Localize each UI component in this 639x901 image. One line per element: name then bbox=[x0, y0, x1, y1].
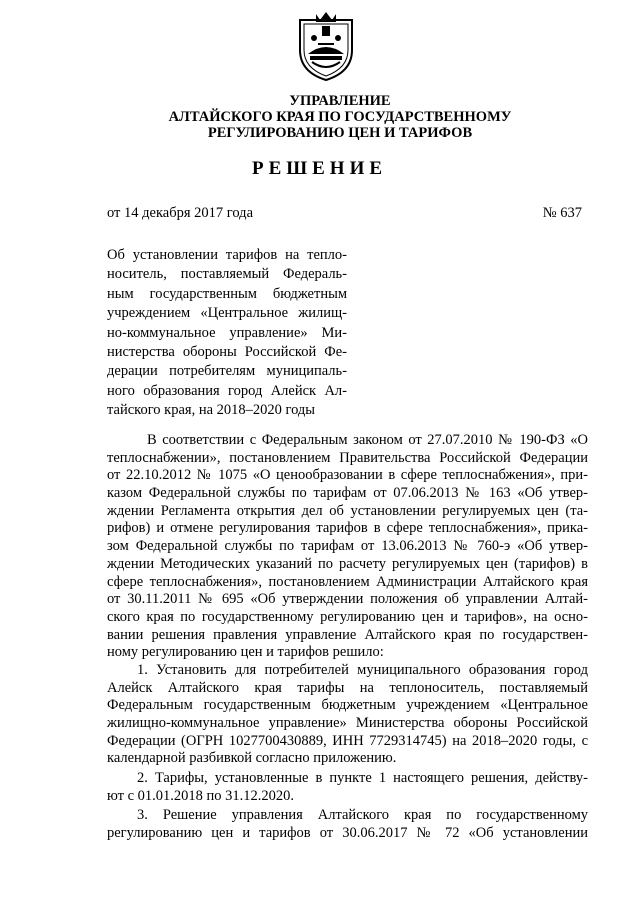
subject-line: ным государственным бюджетным bbox=[107, 285, 347, 302]
body-line: 3. Решение управления Алтайского края по государственному bbox=[137, 807, 588, 824]
body-line: сфере теплоснабжения», постановлением Администрации Алтайского края bbox=[107, 573, 588, 590]
subject-line: носитель, поставляемый Федераль- bbox=[107, 266, 347, 283]
subject-line: нистерства обороны Российской Фе- bbox=[107, 343, 347, 360]
decision-subject bbox=[107, 246, 347, 421]
subject-line: но-коммунальное управление» Ми- bbox=[107, 324, 347, 341]
subject-line: тайского края, на 2018–2020 годы bbox=[107, 402, 316, 419]
body-line: от 22.10.2012 № 1075 «О ценообразовании в сфере теплоснабжения», при- bbox=[107, 467, 588, 484]
body-line: жилищно-коммунальное управление» Министерства обороны Российской bbox=[107, 715, 588, 731]
body-line: календарной разбивкой согласно приложению. bbox=[107, 750, 397, 767]
authority-line-2: АЛТАЙСКОГО КРАЯ ПО ГОСУДАРСТВЕННОМУ bbox=[168, 109, 512, 125]
body-line: Федеральным государственным бюджетным учреждением «Центральное bbox=[107, 697, 588, 714]
body-line: ному регулированию цен и тарифов решило: bbox=[107, 644, 384, 661]
body-line: ют с 01.01.2018 по 31.12.2020. bbox=[107, 787, 295, 804]
decision-number: № 637 bbox=[542, 205, 582, 221]
decision-date: от 14 декабря 2017 года bbox=[107, 205, 253, 221]
body-line: казом Федеральной службы по тарифам от 07.06.2013 № 163 «Об утвер- bbox=[107, 485, 588, 502]
body-line: Федерации (ОГРН 1027700430889, ИНН 7729314745) на 2018–2020 годы, с bbox=[107, 732, 588, 749]
subject-line: учреждением «Центральное жилищ- bbox=[107, 305, 347, 322]
body-line: зом Федеральной службы по тарифам от 13.06.2013 № 760-э «Об утвер- bbox=[107, 538, 588, 555]
body-line: ского края по государственному регулированию цен и тарифов», на осно- bbox=[107, 608, 588, 625]
body-line: рифов) и отмене регулирования тарифов в сфере теплоснабжения», прика- bbox=[107, 520, 588, 537]
body-line: от 30.11.2011 № 695 «Об утверждении положения об управлении Алтай- bbox=[107, 591, 588, 608]
body-line: теплоснабжении», постановлением Правительства Российской Федерации bbox=[107, 449, 588, 466]
document-type-title: РЕШЕНИЕ bbox=[251, 158, 388, 179]
subject-line: дерации потребителям муниципаль- bbox=[107, 363, 347, 380]
body-line: регулированию цен и тарифов от 30.06.2017 № 72 «Об установлении bbox=[107, 825, 588, 842]
authority-line-1: УПРАВЛЕНИЕ bbox=[289, 93, 391, 109]
issuing-authority bbox=[100, 93, 580, 141]
subject-line: Об установлении тарифов на тепло- bbox=[107, 247, 347, 263]
subject-line: ного образования город Алейск Ал- bbox=[107, 382, 347, 399]
authority-line-3: РЕГУЛИРОВАНИЮ ЦЕН И ТАРИФОВ bbox=[207, 125, 473, 141]
body-line: ждении Регламента открытия дел об установлении регулируемых цен (та- bbox=[107, 502, 588, 519]
body-line: 2. Тарифы, установленные в пункте 1 настоящего решения, действу- bbox=[137, 770, 588, 787]
body-line: В соответствии с Федеральным законом от 27.07.2010 № 190-ФЗ «О bbox=[147, 432, 588, 448]
body-line: 1. Установить для потребителей муниципального образования город bbox=[137, 661, 588, 678]
body-line: Алейск Алтайского края тарифы на теплоноситель, поставляемый bbox=[107, 679, 588, 696]
coat-of-arms-emblem bbox=[294, 10, 358, 82]
body-line: ждении Методических указаний по расчету регулируемых цен (тарифов) в bbox=[107, 555, 588, 572]
body-line: вании решения правления управление Алтайского края по государствен- bbox=[107, 626, 588, 643]
decision-body bbox=[107, 432, 588, 843]
